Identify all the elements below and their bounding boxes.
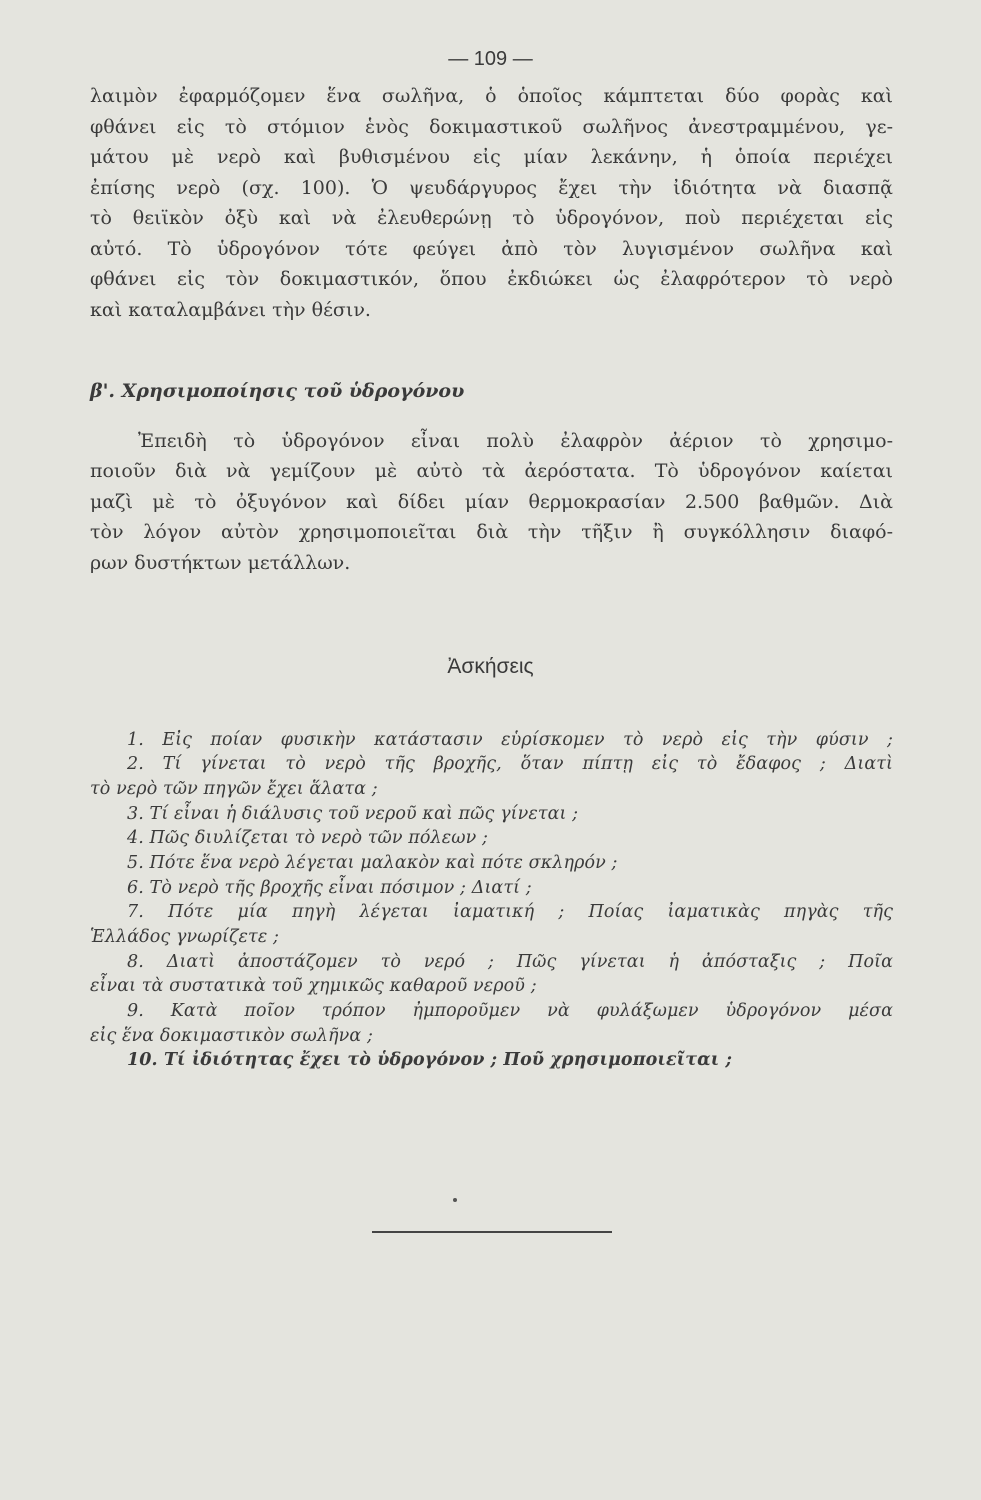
page-number: — 109 —: [448, 48, 533, 70]
text-line: τὸν λόγον αὐτὸν χρησιμοποιεῖται διὰ τὴν τῆξιν ἢ συγκόλλησιν διαφό-: [90, 521, 893, 543]
text-line: φθάνει εἰς τὸ στόμιον ἑνὸς δοκιμαστικοῦ σωλῆνος ἀνεστραμμένου, γε-: [90, 116, 893, 138]
text-line: μαζὶ μὲ τὸ ὀξυγόνον καὶ δίδει μίαν θερμοκρασίαν 2.500 βαθμῶν. Διὰ: [90, 491, 893, 513]
exercise-item: 1. Εἰς ποίαν φυσικὴν κατάστασιν εὑρίσκομεν τὸ νερὸ εἰς τὴν φύσιν ;: [127, 730, 893, 750]
exercises-heading: Ἀσκήσεις: [447, 655, 534, 678]
exercise-item: 9. Κατὰ ποῖον τρόπον ἠμποροῦμεν νὰ φυλάξωμεν ὑδρογόνον μέσα: [127, 1001, 893, 1021]
exercise-item: εἰς ἕνα δοκιμαστικὸν σωλῆνα ;: [90, 1026, 373, 1046]
exercise-item: τὸ νερὸ τῶν πηγῶν ἔχει ἅλατα ;: [90, 779, 378, 799]
exercise-item: 7. Πότε μία πηγὴ λέγεται ἰαματική ; Ποίας ἰαματικὰς πηγὰς τῆς: [127, 902, 893, 922]
end-rule-divider: [372, 1231, 612, 1233]
exercise-item: 2. Τί γίνεται τὸ νερὸ τῆς βροχῆς, ὅταν πίπτῃ εἰς τὸ ἔδαφος ; Διατὶ: [127, 754, 893, 774]
text-line: ἐπίσης νερὸ (σχ. 100). Ὁ ψευδάργυρος ἔχει τὴν ἰδιότητα νὰ διασπᾷ: [90, 177, 893, 199]
exercise-item: 8. Διατὶ ἀποστάζομεν τὸ νερό ; Πῶς γίνεται ἡ ἀπόσταξις ; Ποῖα: [127, 952, 893, 972]
text-line: τὸ θειϊκὸν ὀξὺ καὶ νὰ ἐλευθερώνῃ τὸ ὑδρογόνον, ποὺ περιέχεται εἰς: [90, 207, 893, 229]
exercise-item: 3. Τί εἶναι ἡ διάλυσις τοῦ νεροῦ καὶ πῶς γίνεται ;: [127, 804, 579, 824]
exercise-item: 10. Τί ἰδιότητας ἔχει τὸ ὑδρογόνον ; Ποῦ χρησιμοποιεῖται ;: [127, 1050, 733, 1070]
text-line: μάτου μὲ νερὸ καὶ βυθισμένου εἰς μίαν λεκάνην, ἡ ὁποία περιέχει: [90, 146, 893, 168]
text-line: φθάνει εἰς τὸν δοκιμαστικόν, ὅπου ἐκδιώκει ὡς ἐλαφρότερον τὸ νερὸ: [90, 268, 893, 290]
text-line: λαιμὸν ἐφαρμόζομεν ἕνα σωλῆνα, ὁ ὁποῖος κάμπτεται δύο φορὰς καὶ: [90, 85, 893, 107]
text-line: Ἐπειδὴ τὸ ὑδρογόνον εἶναι πολὺ ἐλαφρὸν ἀέριον τὸ χρησιμο-: [138, 430, 893, 452]
text-line: καὶ καταλαμβάνει τὴν θέσιν.: [90, 299, 371, 321]
text-line: αὐτό. Τὸ ὑδρογόνον τότε φεύγει ἀπὸ τὸν λυγισμένον σωλῆνα καὶ: [90, 238, 893, 260]
ink-dot: [453, 1198, 457, 1202]
exercise-item: 5. Πότε ἕνα νερὸ λέγεται μαλακὸν καὶ πότε σκληρόν ;: [127, 853, 618, 873]
text-line: ρων δυστήκτων μετάλλων.: [90, 552, 351, 574]
exercise-item: Ἑλλάδος γνωρίζετε ;: [90, 927, 279, 947]
text-line: ποιοῦν διὰ νὰ γεμίζουν μὲ αὐτὸ τὰ ἀερόστατα. Τὸ ὑδρογόνον καίεται: [90, 460, 893, 482]
exercise-item: εἶναι τὰ συστατικὰ τοῦ χημικῶς καθαροῦ νεροῦ ;: [90, 976, 537, 996]
exercise-item: 4. Πῶς διυλίζεται τὸ νερὸ τῶν πόλεων ;: [127, 828, 488, 848]
exercise-item: 6. Τὸ νερὸ τῆς βροχῆς εἶναι πόσιμον ; Διατί ;: [127, 878, 532, 898]
section-heading: β'. Χρησιμοποίησις τοῦ ὑδρογόνου: [90, 380, 465, 402]
